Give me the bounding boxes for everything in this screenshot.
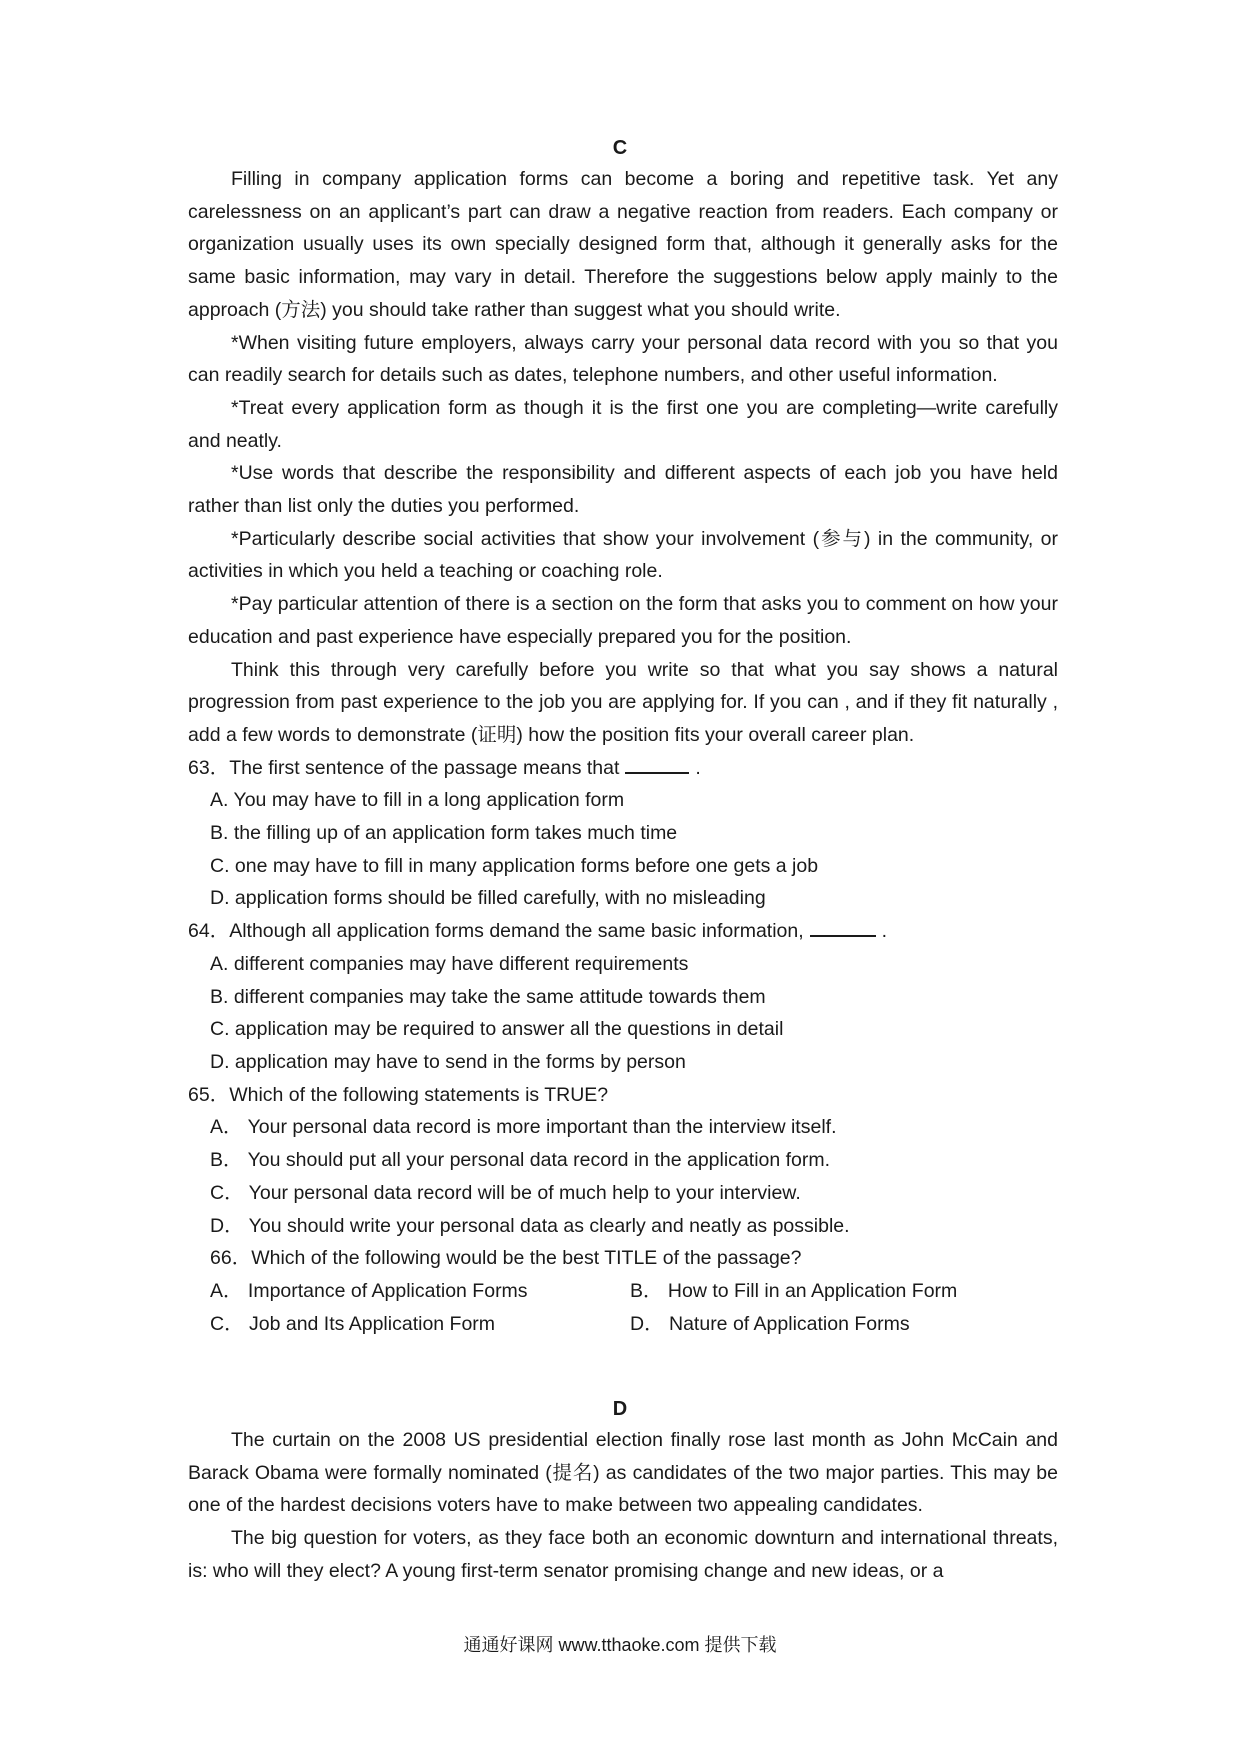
option: C. application may be required to answer all the questions in detail: [210, 1018, 784, 1041]
option: B． How to Fill in an Application Form: [630, 1279, 958, 1302]
paragraph: *Treat every application form as though it is the first one you are completing—write carefully and neatly.: [188, 396, 1058, 452]
option: A． Your personal data record is more important than the interview itself.: [210, 1116, 837, 1139]
option: C. one may have to fill in many application forms before one gets a job: [210, 854, 819, 877]
paragraph: *Particularly describe social activities that show your involvement (参与) in the community, or activities in which you held a teaching or coaching role.: [188, 527, 1058, 583]
option: D． You should write your personal data as clearly and neatly as possible.: [210, 1214, 850, 1237]
question-end: .: [695, 756, 701, 779]
answer-blank: [625, 756, 689, 774]
section-c-body: [188, 163, 1058, 1340]
question-63: [188, 752, 1058, 785]
options-row: [188, 1275, 1058, 1308]
option: B． You should put all your personal data record in the application form.: [210, 1149, 831, 1172]
option: B. the filling up of an application form takes much time: [210, 822, 678, 845]
option: C． Job and Its Application Form: [210, 1312, 496, 1335]
section-c-title: C: [612, 137, 628, 159]
paragraph: *Pay particular attention of there is a section on the form that asks you to comment on how your education and past experience have especially prepared you for the position.: [188, 593, 1058, 648]
paragraph: *When visiting future employers, always carry your personal data record with you so that you can readily search for details such as dates, telephone numbers, and other useful information.: [188, 331, 1058, 387]
option: A. different companies may have different requirements: [210, 952, 689, 975]
section-d-body: [188, 1424, 1058, 1588]
section-d-title: D: [612, 1398, 628, 1420]
option: D. application may have to send in the forms by person: [210, 1050, 686, 1073]
question-end: .: [881, 920, 888, 943]
question-66: 66．Which of the following would be the best TITLE of the passage?: [210, 1247, 802, 1270]
option: C． Your personal data record will be of much help to your interview.: [210, 1181, 801, 1204]
options-row: [188, 1308, 1058, 1341]
option: D． Nature of Application Forms: [630, 1312, 910, 1335]
paragraph: The curtain on the 2008 US presidential election finally rose last month as John McCain and Barack Obama were formally nominated (提名) as candidates of the two major parties. This may be one of the hardest decisions voters have to make between two appealing candidates.: [188, 1429, 1058, 1517]
paragraph: Filling in company application forms can become a boring and repetitive task. Yet any carelessness on an applicant’s part can draw a negative reaction from readers. Each company or organization usually uses its own specially designed form that, although it generally asks for the same basic information, may vary in detail. Therefore the suggestions below apply mainly to the approach (方法) you should take rather than suggest what you should write.: [188, 168, 1058, 321]
answer-blank: [810, 919, 876, 937]
option: A. You may have to fill in a long application form: [210, 789, 625, 812]
question-65: 65．Which of the following statements is TRUE?: [188, 1083, 609, 1106]
question-64: [188, 915, 1058, 948]
option: B. different companies may take the same attitude towards them: [210, 985, 766, 1008]
question-stem: 63．The first sentence of the passage means that: [188, 756, 620, 779]
paragraph: The big question for voters, as they face both an economic downturn and international threats, is: who will they elect? A young first-term senator promising change and new ideas, or a: [188, 1527, 1058, 1582]
paragraph: Think this through very carefully before you write so that what you say shows a natural progression from past experience to the job you are applying for. If you can , and if they fit naturally , add a few words to demonstrate (证明) how the position fits your overall career plan.: [188, 658, 1058, 746]
question-stem: 64．Although all application forms demand the same basic information,: [188, 920, 804, 943]
paragraph: *Use words that describe the responsibility and different aspects of each job you have held rather than list only the duties you performed.: [188, 462, 1058, 518]
option: D. application forms should be filled carefully, with no misleading: [210, 887, 766, 910]
page-footer: 通通好课网 www.tthaoke.com 提供下载: [463, 1635, 777, 1655]
option: A． Importance of Application Forms: [210, 1279, 528, 1302]
